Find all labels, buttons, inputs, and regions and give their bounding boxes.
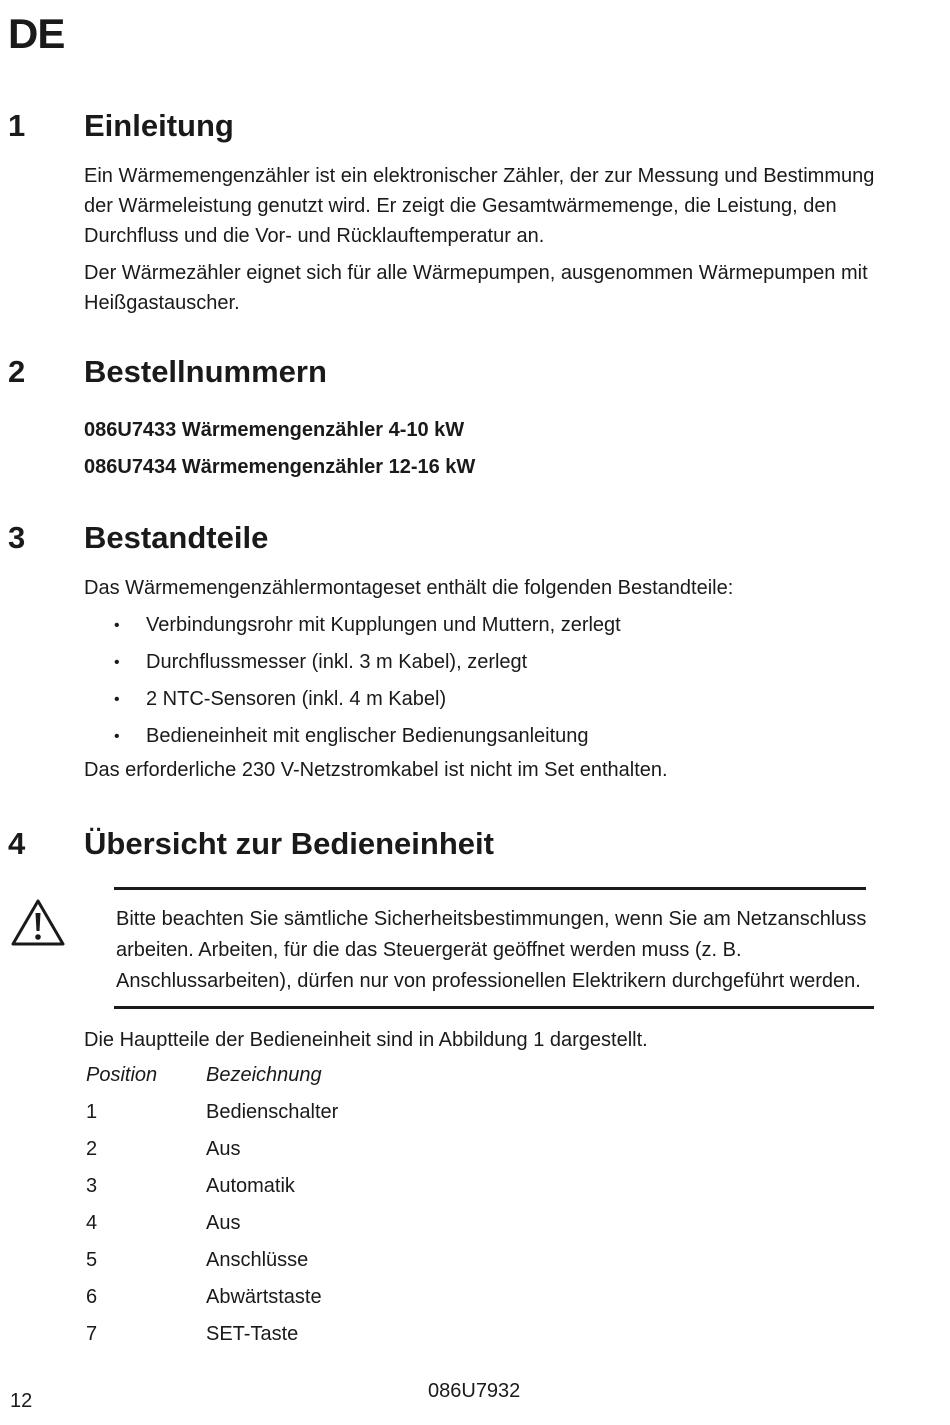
column-header-name: Bezeichnung [206, 1064, 322, 1086]
list-item [84, 681, 894, 718]
section-title: Bestandteile [84, 520, 269, 555]
row-position: 7 [86, 1323, 98, 1345]
section-heading-1 [8, 108, 928, 144]
intro-paragraph-2: Der Wärmezähler eignet sich für alle Wärmepumpen, ausgenommen Wärmepumpen mit Heißgastauscher. [84, 262, 868, 314]
section-title: Einleitung [84, 108, 234, 143]
warning-box [114, 887, 874, 1009]
row-position: 5 [86, 1249, 98, 1271]
list-item-text: Bedieneinheit mit englischer Bedienungsanleitung [146, 725, 589, 747]
row-position: 4 [86, 1212, 98, 1234]
warning-line: Anschlussarbeiten), dürfen nur von professionellen Elektrikern durchgeführt werden. [116, 970, 861, 992]
intro-text [84, 161, 894, 318]
row-position: 1 [86, 1101, 98, 1123]
order-number-1: 086U7433 Wärmemengenzähler 4-10 kW [84, 419, 465, 441]
section-number: 4 [8, 826, 26, 861]
list-item [84, 607, 894, 644]
row-name: Abwärtstaste [206, 1286, 322, 1308]
components-list [84, 607, 894, 755]
table-row [86, 1131, 606, 1168]
list-item-text: Durchflussmesser (inkl. 3 m Kabel), zerlegt [146, 651, 528, 673]
section-number: 1 [8, 108, 26, 143]
warning-rule-bottom [114, 1006, 874, 1009]
page-number: 12 [10, 1390, 33, 1412]
section-number: 2 [8, 354, 26, 389]
table-row [86, 1168, 606, 1205]
row-name: Anschlüsse [206, 1249, 309, 1271]
components-note: Das erforderliche 230 V-Netzstromkabel ist nicht im Set enthalten. [84, 759, 668, 781]
overview-intro [84, 1025, 894, 1055]
row-name: SET-Taste [206, 1323, 299, 1345]
table-row [86, 1316, 606, 1353]
list-item-text: 2 NTC-Sensoren (inkl. 4 m Kabel) [146, 688, 447, 710]
table-row [86, 1094, 606, 1131]
warning-triangle-icon [10, 898, 66, 948]
language-label: DE [8, 10, 65, 57]
section-heading-2 [8, 354, 928, 390]
row-position: 2 [86, 1138, 98, 1160]
overview-intro-text: Die Hauptteile der Bedieneinheit sind in Abbildung 1 dargestellt. [84, 1029, 648, 1051]
section-heading-4 [8, 826, 928, 862]
list-item-text: Verbindungsrohr mit Kupplungen und Muttern, zerlegt [146, 614, 621, 636]
list-item [84, 718, 894, 755]
section-heading-3 [8, 520, 928, 556]
row-name: Bedienschalter [206, 1101, 339, 1123]
intro-paragraph-1: Ein Wärmemengenzähler ist ein elektronischer Zähler, der zur Messung und Bestimmung der Wärmeleistung genutzt wird. Er zeigt die Gesamtwärmemenge, die Leistung, den Durchfluss und die Vor- und Rücklauftemperatur an. [84, 165, 875, 247]
row-position: 3 [86, 1175, 98, 1197]
document-code: 086U7932 [428, 1380, 521, 1402]
table-row [86, 1279, 606, 1316]
bullet-icon: • [114, 617, 120, 634]
table-header [86, 1060, 606, 1090]
section-title: Bestellnummern [84, 354, 327, 389]
components-block [84, 573, 894, 785]
parts-table [86, 1060, 606, 1353]
section-number: 3 [8, 520, 26, 555]
order-numbers [84, 415, 894, 482]
warning-text [114, 890, 874, 1006]
list-item [84, 644, 894, 681]
column-header-position: Position [86, 1064, 158, 1086]
warning-line: Bitte beachten Sie sämtliche Sicherheitsbestimmungen, wenn Sie am Netzanschluss [116, 908, 867, 930]
bullet-icon: • [114, 654, 120, 671]
table-row [86, 1205, 606, 1242]
warning-line: arbeiten. Arbeiten, für die das Steuergerät geöffnet werden muss (z. B. [116, 939, 742, 961]
bullet-icon: • [114, 691, 120, 708]
row-name: Aus [206, 1138, 241, 1160]
table-row [86, 1242, 606, 1279]
section-title: Übersicht zur Bedieneinheit [84, 826, 494, 861]
row-name: Automatik [206, 1175, 295, 1197]
bullet-icon: • [114, 728, 120, 745]
row-name: Aus [206, 1212, 241, 1234]
order-number-2: 086U7434 Wärmemengenzähler 12-16 kW [84, 456, 476, 478]
components-intro: Das Wärmemengenzählermontageset enthält die folgenden Bestandteile: [84, 577, 734, 599]
row-position: 6 [86, 1286, 98, 1308]
